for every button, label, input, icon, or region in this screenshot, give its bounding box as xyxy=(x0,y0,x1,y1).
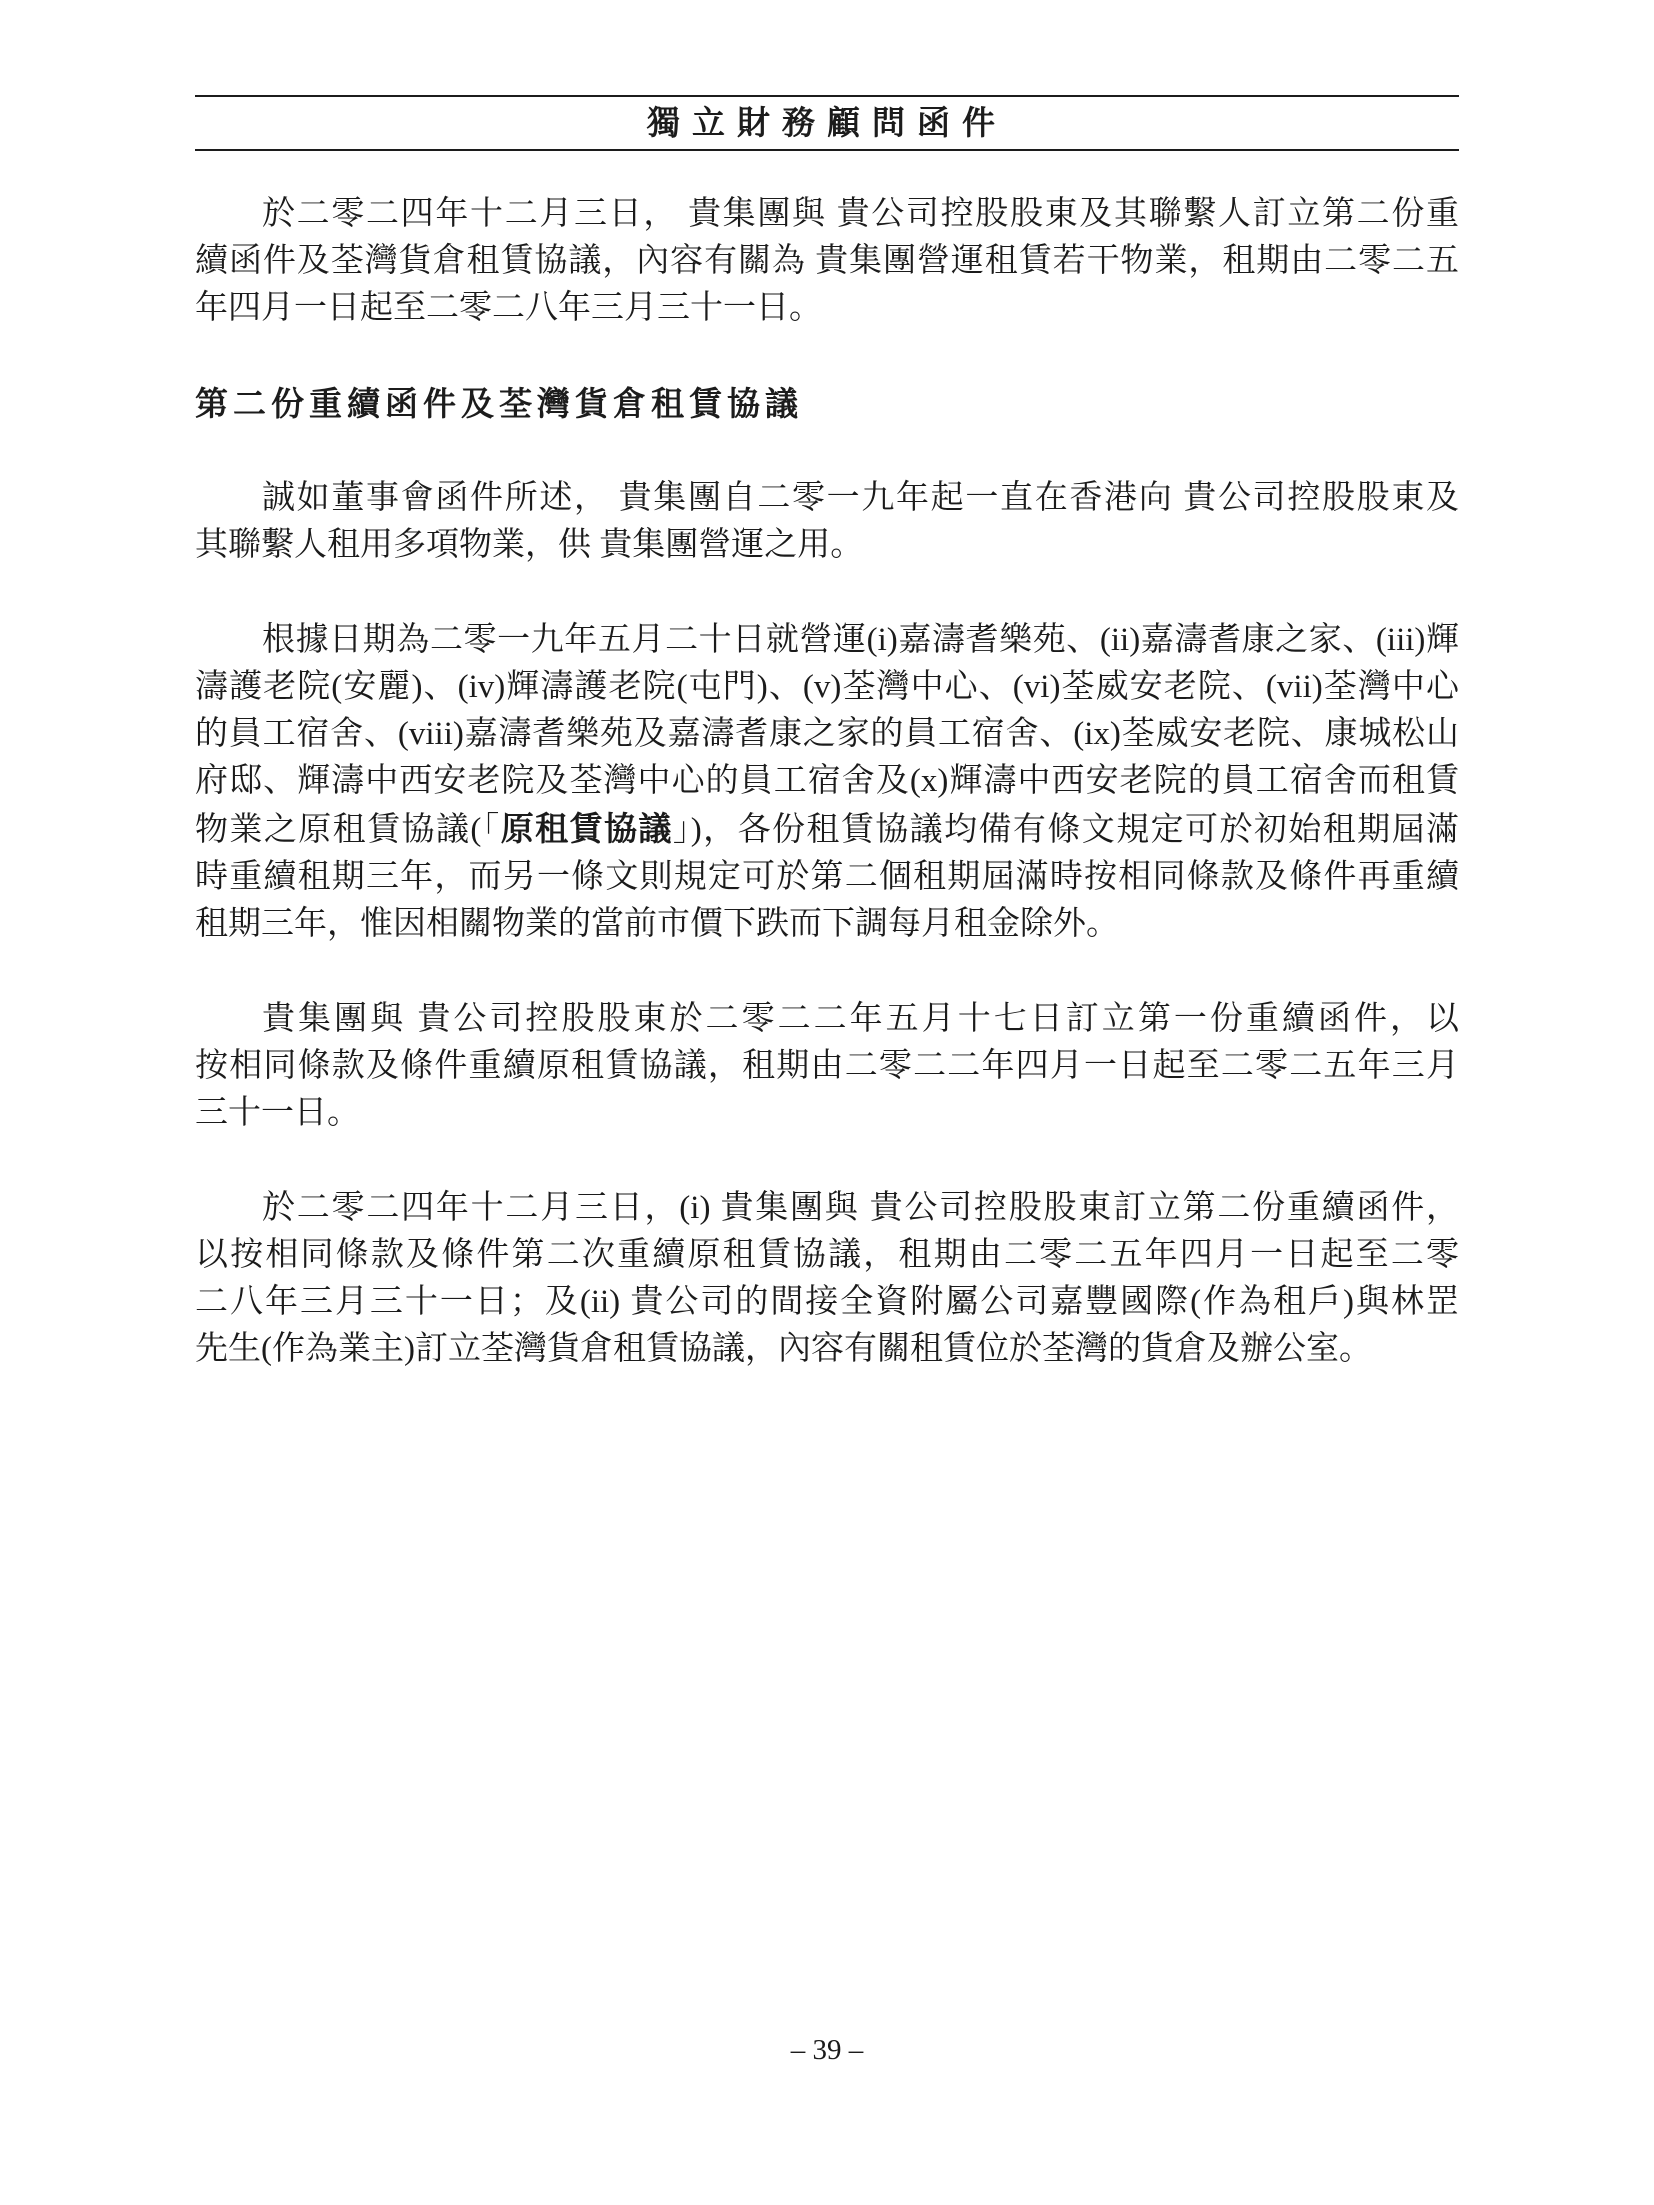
paragraph-first-renewal-letter xyxy=(195,996,1459,1137)
paragraph-original-tenancy-agreements xyxy=(195,617,1459,948)
text-line: 府邸、輝濤中西安老院及荃灣中心的員工宿舍及(x)輝濤中西安老院的員工宿舍而租賃 xyxy=(195,763,1459,799)
text-line: 誠如董事會函件所述， 貴集團自二零一九年起一直在香港向 貴公司控股股東及 xyxy=(262,480,1459,516)
page-title: 獨立財務顧問函件 xyxy=(647,104,1007,141)
section-heading: 第二份重續函件及荃灣貨倉租賃協議 xyxy=(195,385,803,422)
paragraph-second-renewal-letter xyxy=(195,1185,1459,1373)
text-line: 物業之原租賃協議(「原租賃協議」)，各份租賃協議均備有條文規定可於初始租期屆滿 xyxy=(195,810,1459,848)
text-line: 年四月一日起至二零二八年三月三十一日。 xyxy=(195,290,822,326)
text-line: 租期三年，惟因相關物業的當前市價下跌而下調每月租金除外。 xyxy=(195,906,1119,942)
paragraph-board-letter xyxy=(195,475,1459,569)
text-line: 先生(作為業主)訂立荃灣貨倉租賃協議，內容有關租賃位於荃灣的貨倉及辦公室。 xyxy=(195,1331,1372,1367)
header-top-rule xyxy=(195,95,1459,97)
text-line: 以按相同條款及條件第二次重續原租賃協議，租期由二零二五年四月一日起至二零 xyxy=(195,1237,1459,1273)
text-line: 二八年三月三十一日；及(ii) 貴公司的間接全資附屬公司嘉豐國際(作為租戶)與林罡 xyxy=(195,1284,1459,1320)
text-line: 貴集團與 貴公司控股股東於二零二二年五月十七日訂立第一份重續函件，以 xyxy=(262,1001,1459,1037)
document-body xyxy=(195,191,1459,1421)
text-line: 按相同條款及條件重續原租賃協議，租期由二零二二年四月一日起至二零二五年三月 xyxy=(195,1048,1459,1084)
text-line: 濤護老院(安麗)、(iv)輝濤護老院(屯門)、(v)荃灣中心、(vi)荃威安老院、(vii)荃灣中心 xyxy=(195,669,1459,705)
text-line: 時重續租期三年，而另一條文則規定可於第二個租期屆滿時按相同條款及條件再重續 xyxy=(195,859,1459,895)
page-number: – 39 – xyxy=(790,2034,864,2066)
text-line: 於二零二四年十二月三日，(i) 貴集團與 貴公司控股股東訂立第二份重續函件， xyxy=(262,1190,1459,1226)
paragraph-second-renewal-intro xyxy=(195,191,1459,332)
text-line: 續函件及荃灣貨倉租賃協議，內容有關為 貴集團營運租賃若干物業，租期由二零二五 xyxy=(195,243,1459,279)
text-line: 三十一日。 xyxy=(195,1095,360,1131)
header-bottom-rule xyxy=(195,149,1459,151)
text-line: 根據日期為二零一九年五月二十日就營運(i)嘉濤耆樂苑、(ii)嘉濤耆康之家、(iii)輝 xyxy=(262,622,1459,658)
text-line: 其聯繫人租用多項物業，供 貴集團營運之用。 xyxy=(195,527,864,563)
text-line: 於二零二四年十二月三日， 貴集團與 貴公司控股股東及其聯繫人訂立第二份重 xyxy=(262,196,1459,232)
text-line: 的員工宿舍、(viii)嘉濤耆樂苑及嘉濤耆康之家的員工宿舍、(ix)荃威安老院、康城松山 xyxy=(195,716,1459,752)
